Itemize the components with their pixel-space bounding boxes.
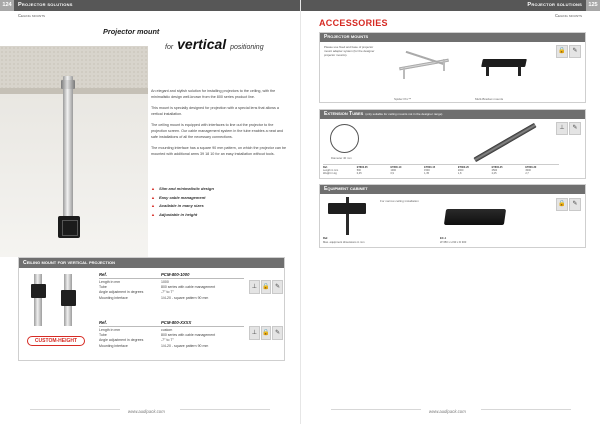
- tool-icon: ✎: [569, 45, 581, 58]
- page-number: 124: [0, 0, 14, 11]
- lock-icon: 🔒: [556, 45, 568, 58]
- panel-icons: [556, 122, 582, 135]
- spec-table-custom: [99, 320, 244, 349]
- feature-item: ▲ Adjustable in height: [151, 212, 289, 217]
- spec-row: Mounting interface 1/4-20 - square pattern 90 mm: [99, 343, 209, 348]
- accessories-title: ACCESSORIES: [319, 18, 388, 28]
- product-photo: [0, 46, 148, 257]
- ring-caption: Diameter 40 mm: [331, 156, 352, 160]
- lock-icon: 🔒: [261, 326, 272, 340]
- cabinet-installed-image: [328, 203, 366, 214]
- cabinet-ref: Ref. Max. equipment dimensions in mm: [323, 237, 365, 244]
- section-title: Projector solutions: [527, 2, 582, 8]
- title-positioning: positioning: [230, 44, 264, 51]
- image-caption: Multi-Bracket mounts: [475, 97, 504, 101]
- extension-table: [323, 164, 559, 176]
- feature-item: ▲ Easy cable management: [151, 195, 289, 200]
- table-column: ET800-25 2500 2,25: [491, 166, 503, 176]
- section-title: Projector solutions: [18, 2, 73, 8]
- table-column: ET800-30 3000 2,7: [525, 166, 537, 176]
- panel-title: Equipment cabinet: [320, 185, 585, 194]
- table-column: ET800-05 500 0,45: [356, 166, 368, 176]
- footer-rule: [180, 409, 270, 410]
- tool-icon: ✎: [272, 326, 283, 340]
- table-column: ET800-15 1500 1,35: [424, 166, 436, 176]
- product-spec-panel: [18, 257, 285, 361]
- lock-icon: 🔒: [261, 280, 272, 294]
- lock-icon: 🔒: [556, 198, 568, 211]
- projector-bracket: [58, 216, 80, 238]
- page-number: 125: [586, 0, 600, 11]
- title-vertical: vertical: [177, 36, 227, 52]
- footer-url[interactable]: www.audipack.com: [429, 409, 466, 414]
- desc-paragraph: The ceiling mount is equipped with interfaces to line out the projector to the projection screen. Our cable management system in the tube enables a neat and safe installations of all the necessary connections.: [151, 123, 284, 139]
- cabinet-ref-value: EC-1 W 350 x H 90 x D 300: [440, 237, 467, 244]
- mount-collar: [61, 80, 75, 89]
- ref-value: PCM-800-1000: [161, 272, 190, 277]
- footer-url[interactable]: www.audipack.com: [128, 409, 165, 414]
- spec-row: Length in mm custom: [99, 328, 173, 332]
- tube-icon: ⊥: [249, 280, 260, 294]
- spec-row: Mounting interface 1/4-20 - square pattern 90 mm: [99, 295, 209, 300]
- feature-list: [151, 186, 289, 220]
- spec-table-standard: [99, 272, 244, 301]
- spider-mount-image: [395, 47, 455, 81]
- extension-tube-image: [473, 123, 536, 162]
- table-column: Ref. Length in mm Weight in kg: [323, 166, 339, 176]
- subsection-title: Ceiling mounts: [18, 13, 46, 18]
- feature-item: ▲ Slim and minimalistic design: [151, 186, 289, 191]
- panel-title: Projector mounts: [320, 33, 585, 42]
- spec-row: Tube 800 series with cable management: [99, 333, 216, 338]
- cabinet-image: [444, 209, 506, 225]
- right-page: [300, 0, 600, 424]
- mount-tube: [63, 76, 73, 226]
- spec-row: Tube 800 series with cable management: [99, 285, 216, 290]
- image-caption: Spider Pro™: [394, 97, 412, 101]
- panel-title-text: Extension Tubes: [324, 111, 364, 117]
- panel-title: [320, 110, 585, 119]
- subsection-title: Ceiling mounts: [554, 13, 582, 18]
- footer-rule: [30, 409, 120, 410]
- footer-rule: [481, 409, 571, 410]
- mount-variants-image: [24, 272, 89, 327]
- desc-paragraph: The mounting interface has a square 90 mm pattern, on which the projector can be mounted with additional arms 39 18 10 for an easy installation without tools.: [151, 146, 287, 156]
- product-description: [151, 88, 289, 162]
- spec-row: Length in mm 1000: [99, 280, 169, 284]
- multi-bracket-image: [480, 49, 530, 79]
- panel-note: (only suitable for ceiling mounts not in the designer range): [365, 112, 443, 116]
- spec-icons: [249, 280, 283, 294]
- page-header: [301, 0, 600, 11]
- tool-icon: ✎: [569, 198, 581, 211]
- tube-icon: ⊥: [556, 122, 568, 135]
- spec-row: Angle adjustment in degrees -7° to 7°: [99, 338, 174, 343]
- title-for: for: [165, 44, 174, 51]
- panel-icons: [556, 45, 582, 58]
- feature-item: ▲ Available in many sizes: [151, 203, 289, 208]
- table-column: ET800-20 2000 1,8: [457, 166, 469, 176]
- equipment-cabinet-panel: [319, 184, 586, 248]
- ref-label: Ref.: [99, 272, 107, 277]
- extension-tubes-panel: [319, 109, 586, 179]
- tube-icon: ⊥: [249, 326, 260, 340]
- product-title-line1: Projector mount: [103, 27, 160, 36]
- desc-paragraph: An elegant and stylish solution for installing projectors to the ceiling, with the minimalistic design well-known from the 800 series product line.: [151, 89, 276, 99]
- desc-paragraph: This mount is specially designed for projection with a special lens that allows a vertical installation.: [151, 106, 279, 116]
- tool-icon: ✎: [272, 280, 283, 294]
- spec-header: [99, 320, 244, 327]
- projector-mounts-panel: [319, 32, 586, 103]
- table-column: ET800-10 1000 0,9: [390, 166, 402, 176]
- tool-icon: ✎: [569, 122, 581, 135]
- spec-icons: [249, 326, 283, 340]
- custom-height-badge: CUSTOM-HEIGHT: [27, 336, 85, 346]
- spec-row: Angle adjustment in degrees -7° to 7°: [99, 290, 174, 295]
- spec-header: [99, 272, 244, 279]
- footer-rule: [331, 409, 421, 410]
- tube-cross-section: [330, 124, 359, 153]
- ref-label: Ref.: [99, 320, 107, 325]
- panel-icons: [556, 198, 582, 211]
- ref-value: PCM-800-XXXX: [161, 320, 192, 325]
- spec-panel-title: Ceiling mount for vertical projection: [19, 258, 284, 268]
- cabinet-note: For narrow ceiling installation: [380, 199, 419, 203]
- product-title-line2: [165, 36, 264, 52]
- page-header: [0, 0, 300, 11]
- panel-text: Please use fixed and base of projector mount adapter system (for the designer projector mounts).: [324, 45, 375, 57]
